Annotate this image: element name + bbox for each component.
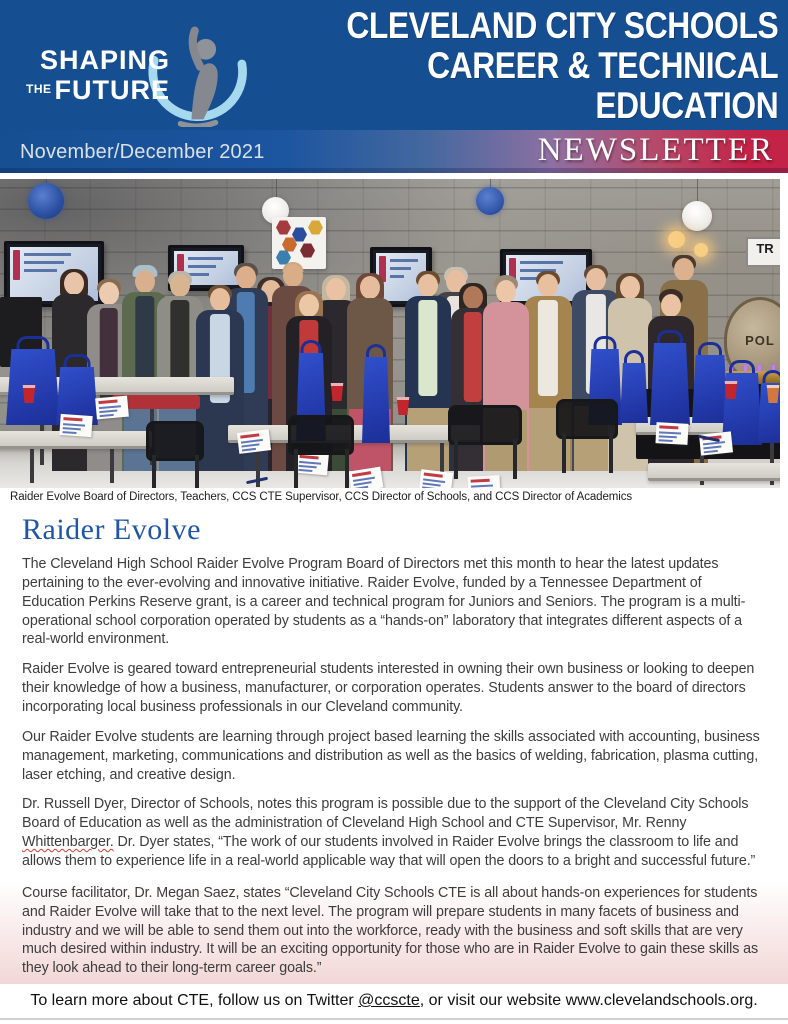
- person-face: [661, 294, 681, 317]
- person-face: [360, 276, 380, 299]
- flyer-line: [354, 481, 372, 485]
- poster-hexagon: [300, 243, 315, 258]
- misspelled-word: Whittenbarger.: [22, 834, 114, 851]
- logo-text: [26, 44, 170, 105]
- person-face: [538, 274, 558, 297]
- flyer-accent: [240, 433, 259, 438]
- newsletter-title: [346, 6, 778, 126]
- flyer-line: [703, 441, 725, 445]
- chair-leg: [609, 433, 613, 473]
- person-face: [170, 274, 190, 297]
- flyer-line: [63, 423, 85, 426]
- slide-text-line: [24, 261, 64, 264]
- flyer-accent: [471, 479, 490, 483]
- person-head-area: [405, 269, 451, 299]
- person-head-area: [286, 289, 332, 319]
- table-leg: [110, 446, 114, 483]
- footer-before: To learn more about CTE, follow us on Twitter: [30, 992, 359, 1009]
- gift-bag: [362, 357, 390, 443]
- cup-rim: [724, 381, 738, 384]
- person-head-area: [272, 259, 314, 289]
- person-head-area: [524, 269, 572, 299]
- chair-leg: [454, 439, 458, 479]
- title-line-1: CLEVELAND CITY SCHOOLS: [346, 5, 778, 46]
- flyer-line: [659, 431, 681, 434]
- flyer-line: [703, 445, 721, 448]
- lantern-string: [697, 179, 698, 203]
- title-line-3: EDUCATION: [595, 85, 778, 126]
- paragraph-4: [22, 795, 768, 870]
- flyer-line: [242, 448, 256, 451]
- person-face: [496, 280, 516, 303]
- gift-bag: [692, 355, 728, 423]
- person-face: [283, 264, 303, 287]
- title-line-2: CAREER & TECHNICAL: [426, 45, 778, 86]
- flyer-line: [354, 486, 368, 488]
- footer: [0, 984, 788, 1024]
- flyer-line: [62, 431, 76, 433]
- paper-lantern: [682, 201, 712, 231]
- cup-rim: [766, 385, 780, 388]
- pink-gradient-band: [0, 882, 788, 992]
- flyer-line: [99, 410, 117, 413]
- person-face: [674, 258, 694, 281]
- chair-leg: [345, 449, 349, 488]
- flyer-line: [99, 405, 121, 408]
- article-heading: Raider Evolve: [22, 513, 201, 546]
- cup-rim: [330, 383, 344, 386]
- bottom-rule: [0, 1018, 788, 1020]
- person-face: [135, 270, 155, 293]
- table-leg: [30, 446, 34, 483]
- gift-bag: [650, 343, 690, 425]
- flyer-paper: [655, 422, 688, 445]
- flyer-line: [659, 435, 677, 437]
- flyer-line: [704, 450, 718, 453]
- person-head-area: [660, 253, 708, 283]
- shaping-the-future-logo: [26, 26, 276, 124]
- person-face: [463, 286, 483, 309]
- police-badge-decor: POL: [724, 297, 780, 383]
- poster-hexagon: [276, 220, 291, 235]
- chair-back: [448, 405, 522, 445]
- flyer-accent: [98, 399, 117, 404]
- lantern-string: [276, 179, 277, 199]
- slide-text-line: [390, 259, 418, 262]
- gift-bag: [620, 363, 648, 423]
- photo-caption: Raider Evolve Board of Directors, Teachers, CCS CTE Supervisor, CCS Director of Schools, and CCS Director of Academics: [10, 491, 633, 503]
- wall-sign: TR: [746, 237, 780, 267]
- chair-leg: [562, 433, 566, 473]
- flyer-line: [241, 439, 263, 443]
- classroom-chair: [146, 421, 204, 488]
- person-body: [405, 296, 451, 471]
- person-head-area: [608, 271, 652, 301]
- person-face: [99, 282, 119, 305]
- classroom-chair: [556, 399, 618, 473]
- flyer-line: [63, 427, 81, 430]
- paragraph-3: Our Raider Evolve students are learning through project based learning the skills associated with accounting, business management, marketing, communications and distribution as well as the basics of welding, fabrication, plasma cutting, laser etching, and creative design.: [22, 728, 760, 783]
- person-head-area: [648, 289, 694, 319]
- ceiling-light: [668, 231, 685, 248]
- header: [0, 0, 788, 173]
- person-head-area: [483, 275, 529, 305]
- flyer-paper: [59, 414, 92, 437]
- flyer-accent: [63, 417, 82, 421]
- classroom-chair: [288, 415, 354, 488]
- slide-accent-bar: [13, 250, 20, 280]
- flyer-line: [471, 485, 493, 488]
- flyer-accent: [424, 472, 443, 477]
- person-face: [210, 288, 230, 311]
- person-shirt: [464, 312, 482, 402]
- paragraph-2: Raider Evolve is geared toward entrepreneurial students interested in owning their own business or looking to deepen their knowledge of how a business, manufacturer, or corporation operates. Students answer to the board of directors incorporating local business professionals in our Cleveland community.: [22, 661, 755, 716]
- footer-after: , or visit our website www.clevelandschools.org.: [419, 992, 758, 1009]
- flyer-line: [100, 414, 114, 417]
- person-shirt: [418, 300, 437, 396]
- person-face: [586, 268, 606, 291]
- table-surface: [648, 463, 780, 481]
- cup-rim: [396, 397, 410, 400]
- person-head-area: [196, 283, 244, 313]
- slide-text-line: [520, 261, 563, 264]
- logo-future: FUTURE: [54, 74, 170, 105]
- chair-leg: [513, 439, 517, 479]
- flyer-paper: [237, 429, 271, 454]
- paragraph-4-after: Dr. Dyer states, “The work of our students involved in Raider Evolve brings the classroom to life and allows them to experience life in a real-world applicable way that will open the doors to a bright and successful future.”: [22, 834, 756, 870]
- person-head-area: [347, 271, 393, 301]
- chair-leg: [152, 455, 156, 488]
- logo-line-2: [26, 74, 170, 105]
- flyer-line: [241, 443, 259, 447]
- banner-label: NEWSLETTER: [537, 132, 774, 168]
- chair-leg: [195, 455, 199, 488]
- person-face: [299, 294, 319, 317]
- slide-text-line: [188, 265, 216, 268]
- flyer-line: [659, 439, 673, 441]
- logo-line-1: SHAPING: [39, 44, 170, 75]
- footer-text: [0, 992, 788, 1010]
- person-face: [64, 272, 84, 295]
- flyer-paper: [95, 396, 129, 420]
- slide-text-line: [24, 253, 71, 256]
- photo: [0, 179, 780, 488]
- flyer-accent: [659, 425, 678, 429]
- pompom-decoration: [28, 183, 64, 219]
- paragraph-4-before: Dr. Russell Dyer, Director of Schools, notes this program is possible due to the support of the Cleveland City Schools Board of Education as well as the administration of Cleveland High School and CTE Supervisor, Mr. Renny: [22, 796, 749, 832]
- logo-the: THE: [26, 81, 52, 96]
- poster-hexagon: [308, 220, 323, 235]
- flyer-line: [423, 482, 441, 486]
- chair-leg: [294, 449, 298, 488]
- classroom-chair: [448, 405, 522, 479]
- flyer-line: [353, 477, 375, 482]
- paragraph-5: Course facilitator, Dr. Megan Saez, states “Cleveland City Schools CTE is all about hands-on experiences for students and Raider Evolve will take that to the next level. The program will prepare students in many facets of business and industry and we will be able to send them out into the workforce, ready with the business and soft skills that are very much desired within industry. It will be an exciting opportunity for those who are in Raider Evolve to gain these skills as they look ahead to their long-term career goals.”: [22, 884, 759, 977]
- person-shirt: [538, 300, 558, 396]
- issue-date: November/December 2021: [20, 141, 265, 163]
- person-face: [418, 274, 438, 297]
- pompom-decoration: [476, 187, 504, 215]
- person-face: [620, 276, 640, 299]
- cup-rim: [22, 385, 36, 388]
- flyer-accent: [352, 471, 371, 477]
- article: [0, 513, 788, 992]
- flyer-line: [422, 486, 436, 488]
- twitter-handle-link[interactable]: @ccscte: [358, 992, 420, 1009]
- slide-text-line: [188, 257, 223, 260]
- paragraph-1: The Cleveland High School Raider Evolve Program Board of Directors met this month to hear the latest updates pertaining to the ever-evolving and innovative initiative. Raider Evolve, funded by a Tennessee Department of Education Perkins Reserve grant, is a career and technical program for Juniors and Seniors. The program is a multi-operational school corporation operated by students as a “hands-on” laboratory that integrates different aspects of a real-world environment.: [22, 556, 746, 648]
